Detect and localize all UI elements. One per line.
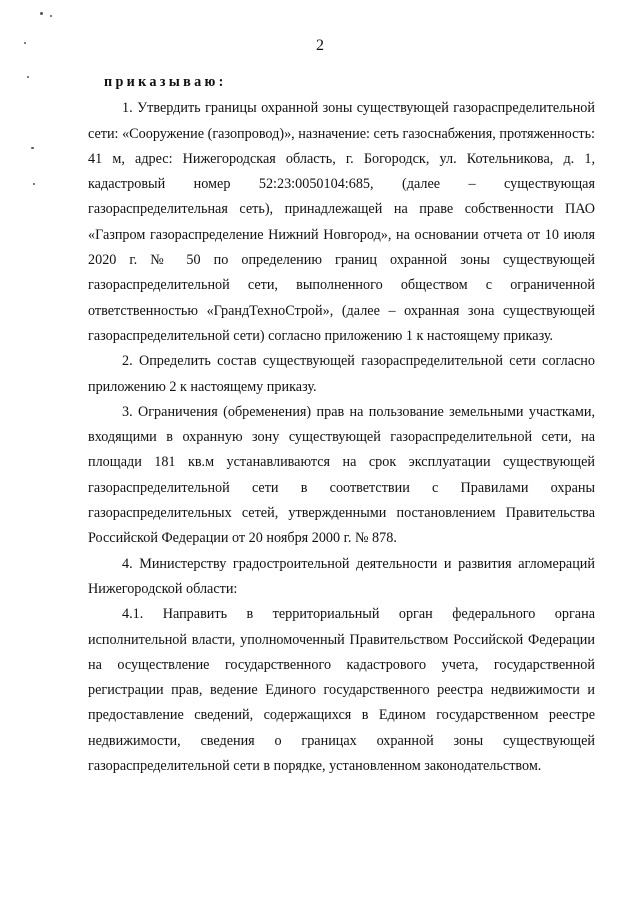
scan-speck bbox=[27, 76, 29, 78]
paragraph-3: 3. Ограничения (обременения) прав на пользование земельными участками, входящими в охранную зону существующей газораспределительной сети, на площади 181 кв.м устанавливаются на срок эксплуатации существующей газораспределительной сети в соответствии с Правилами охраны газораспределительных сетей, утвержденными постановлением Правительства Российской Федерации от 20 ноября 2000 г. № 878. bbox=[88, 403, 595, 547]
paragraph-1: 1. Утвердить границы охранной зоны существующей газораспределительной сети: «Сооружение (газопровод)», назначение: сеть газоснабжения, протяженность: 41 м, адрес: Нижегородская область, г. Богородск, ул. Котельникова, д. 1, кадастровый номер 52:23:0050104:685, (далее – существующая газораспределительная сеть), принадлежащей на праве собственности ПАО «Газпром газораспределение Нижний Новгород», на основании отчета от 10 июля 2020 г. № 50 по определению границ охранной зоны существующей газораспределительной сети, выполненного обществом с ограниченной ответственностью «ГрандТехноСтрой», (далее – охранная зона существующей газораспределительной сети) согласно приложению 1 к настоящему приказу. bbox=[88, 100, 595, 344]
scan-speck bbox=[31, 147, 34, 149]
scan-speck bbox=[33, 183, 35, 185]
page-number: 2 bbox=[316, 37, 324, 54]
document-body bbox=[88, 70, 595, 779]
paragraph-4: 4. Министерству градостроительной деятельности и развития агломераций Нижегородской области: bbox=[88, 555, 595, 597]
paragraph-2: 2. Определить состав существующей газораспределительной сети согласно приложению 2 к настоящему приказу. bbox=[88, 353, 595, 395]
order-heading: приказываю: bbox=[104, 74, 227, 90]
scan-speck bbox=[50, 15, 52, 17]
scan-speck bbox=[40, 12, 43, 15]
paragraph-4-1: 4.1. Направить в территориальный орган федерального органа исполнительной власти, уполномоченный Правительством Российской Федерации на осуществление государственного кадастрового учета, государственной регистрации прав, ведение Единого государственного реестра недвижимости и предоставление сведений, содержащихся в Едином государственном реестре недвижимости, сведения о границах охранной зоны существующей газораспределительной сети в порядке, установленном законодательством. bbox=[88, 606, 595, 775]
